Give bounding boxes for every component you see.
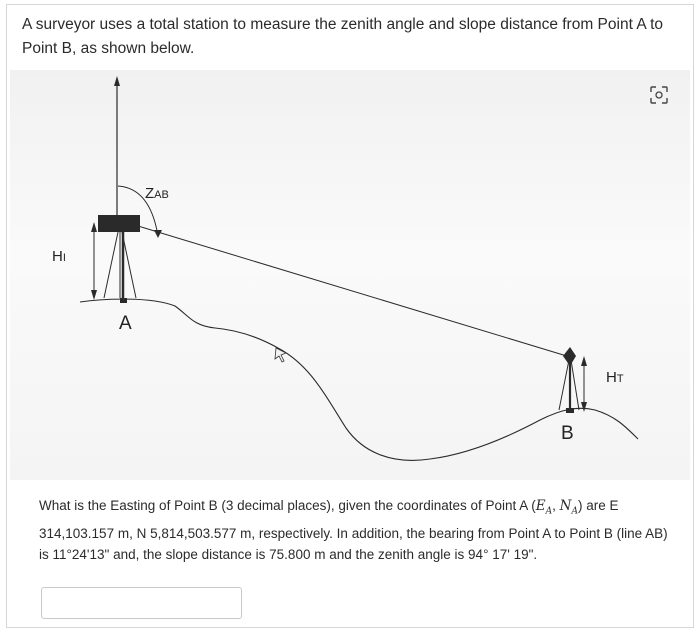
point-a-label: A xyxy=(119,313,132,334)
prism-pole-leg xyxy=(571,360,579,410)
point-b-marker xyxy=(566,408,574,413)
zenith-label: ZAB xyxy=(145,185,169,202)
target-height-label: HT xyxy=(606,369,624,386)
target-height-arrow-bottom xyxy=(581,402,587,412)
vertical-arrowhead xyxy=(114,76,120,86)
instrument-height-arrow-top xyxy=(91,222,97,232)
coord-n-symbol: $N_A$ xyxy=(559,498,578,517)
target-height-arrow-top xyxy=(581,356,587,366)
instrument-height-arrow-bottom xyxy=(91,290,97,300)
point-b-label: B xyxy=(561,423,574,444)
cursor-pointer-icon xyxy=(275,348,286,362)
tripod-leg xyxy=(104,232,118,298)
intro-text: A surveyor uses a total station to measure the zenith angle and slope distance from Point A to Point B, as shown below. xyxy=(22,16,664,57)
zoom-icon xyxy=(649,85,669,105)
zoom-button[interactable] xyxy=(648,84,670,106)
total-station-head xyxy=(98,215,140,232)
question-text: What is the Easting of Point B (3 decimal places), given the coordinates of Point A ($E_A$, $N_A$) are E 314,103.157 m, N 5,814,503.577 m, respectively. In addition, the bearing from Point A to Point B (line AB) is 11°24'13" and, the slope distance is 75.800 m and the zenith angle is 94° 17' 19". xyxy=(39,498,668,562)
survey-diagram-svg xyxy=(10,70,690,480)
coord-e-symbol: $E_A$ xyxy=(535,498,553,517)
prism-pole-leg xyxy=(559,360,569,410)
survey-diagram xyxy=(10,70,690,480)
line-of-sight xyxy=(138,226,570,357)
terrain-profile xyxy=(80,299,638,460)
instrument-height-label: HI xyxy=(52,248,66,265)
answer-input[interactable] xyxy=(41,587,242,619)
